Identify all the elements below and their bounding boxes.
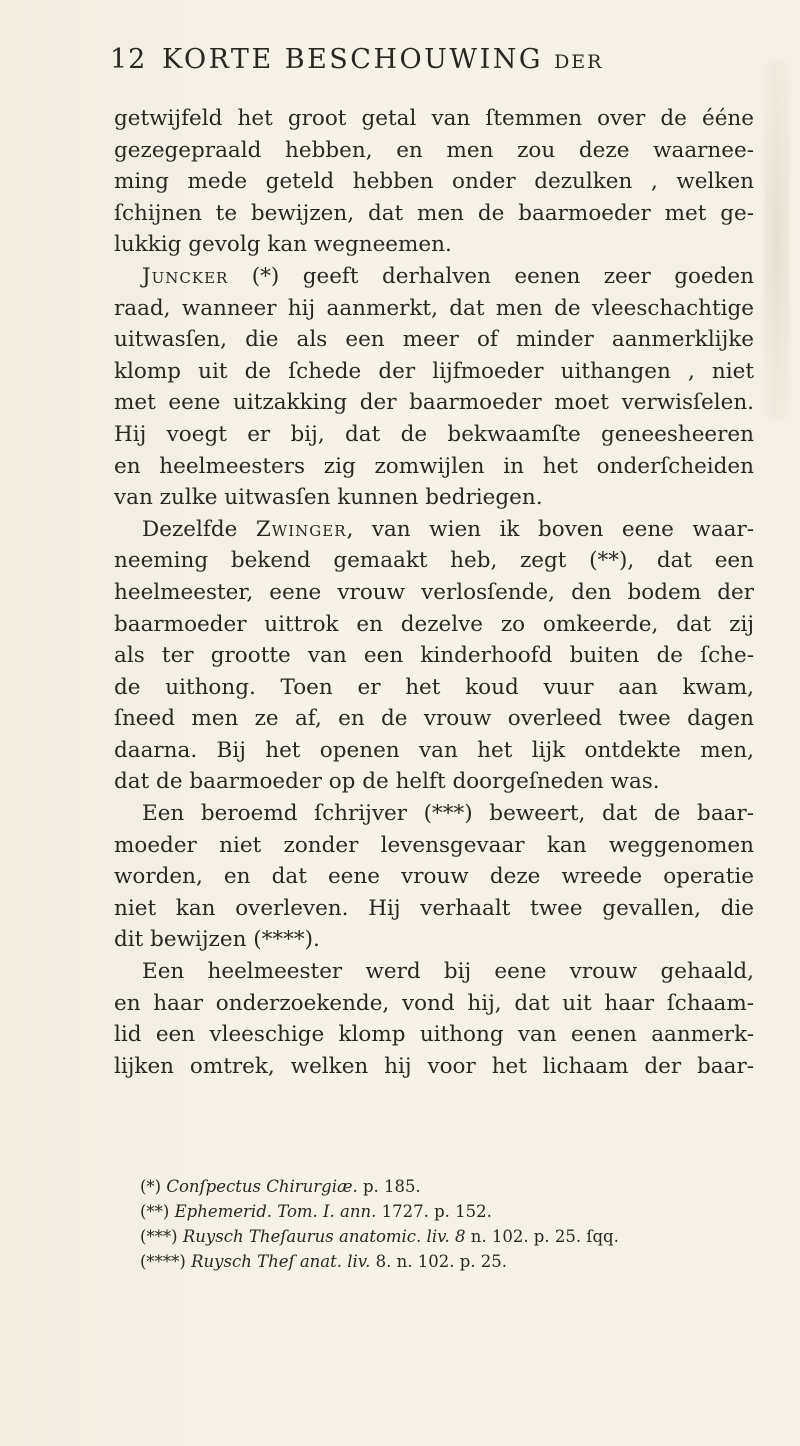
- text-line: gezegepraald hebben, en men zou deze waarnee-: [114, 137, 754, 163]
- footnote-mark: (****): [140, 1252, 186, 1271]
- text-line: en haar onderzoekende, vond hij, dat uit haar ſchaam-: [114, 990, 754, 1016]
- text-line: Hij voegt er bij, dat de bekwaamſte geneesheeren: [114, 421, 754, 447]
- text-line: dat de baarmoeder op de helft doorgeſneden was.: [114, 769, 660, 795]
- text-fragment: Dezelfde: [142, 516, 256, 542]
- footnote-ref: n. 102. p. 25. ſqq.: [470, 1227, 619, 1246]
- text-line: raad, wanneer hij aanmerkt, dat men de vleeschachtige: [114, 295, 754, 321]
- text-line: ming mede geteld hebben onder dezulken , welken: [114, 169, 754, 195]
- running-head-small: DER: [554, 51, 604, 73]
- body-text: [114, 103, 754, 1082]
- text-line: [114, 514, 754, 546]
- footnote-source: Ruysch Theſ anat. liv.: [191, 1252, 371, 1271]
- footnote: [140, 1174, 740, 1199]
- footnote-ref: 1727. p. 152.: [381, 1202, 492, 1221]
- footnote-ref: 8. n. 102. p. 25.: [375, 1252, 508, 1271]
- text-line: klomp uit de ſchede der lijfmoeder uithangen , niet: [114, 358, 754, 384]
- footnote-source: Ephemerid. Tom. I. ann.: [174, 1202, 377, 1221]
- footnote-source: Conſpectus Chirurgiæ.: [166, 1177, 358, 1196]
- page-number: 12: [110, 44, 147, 75]
- text-line: lukkig gevolg kan wegneemen.: [114, 232, 452, 258]
- text-line: getwijfeld het groot getal van ſtemmen over de ééne: [114, 106, 754, 131]
- text-line: worden, en dat eene vrouw deze wreede operatie: [114, 864, 754, 890]
- footnote-ref: (*): [251, 263, 280, 289]
- author-name-juncker: Juncker: [142, 263, 229, 289]
- text-line: als ter grootte van een kinderhoofd buiten de ſche-: [114, 643, 754, 669]
- text-line: lijken omtrek, welken hij voor het lichaam der baar-: [114, 1053, 754, 1079]
- page-stain: [764, 60, 790, 420]
- text-fragment: , van wien ik boven eene waar-: [346, 516, 754, 542]
- text-line: de uithong. Toen er het koud vuur aan kwam,: [114, 674, 754, 700]
- text-line: ſneed men ze af, en de vrouw overleed twee dagen: [114, 706, 754, 732]
- text-line: Een beroemd ſchrijver (***) beweert, dat de baar-: [142, 801, 754, 827]
- page-header: [110, 44, 750, 90]
- footnote: [140, 1224, 740, 1249]
- text-line: daarna. Bij het openen van het lijk ontdekte men,: [114, 737, 754, 763]
- text-line: en heelmeesters zig zomwijlen in het onderſcheiden: [114, 453, 754, 479]
- text-line: ſchijnen te bewijzen, dat men de baarmoeder met ge-: [114, 200, 754, 226]
- text-line: uitwasſen, die als een meer of minder aanmerklijke: [114, 327, 754, 353]
- text-line: met eene uitzakking der baarmoeder moet verwisſelen.: [114, 390, 754, 416]
- footnote-mark: (*): [140, 1177, 162, 1196]
- text-line: heelmeester, eene vrouw verlosſende, den bodem der: [114, 579, 754, 605]
- running-head: [162, 44, 604, 75]
- text-fragment: geeft derhalven eenen zeer goeden: [302, 263, 754, 289]
- footnote-ref: p. 185.: [362, 1177, 421, 1196]
- footnotes: [140, 1174, 740, 1274]
- footnote-source: Ruysch Theſaurus anatomic. liv. 8: [182, 1227, 466, 1246]
- running-head-main: KORTE BESCHOUWING: [162, 44, 555, 75]
- text-line: neeming bekend gemaakt heb, zegt (**), dat een: [114, 548, 754, 574]
- footnote-mark: (**): [140, 1202, 170, 1221]
- text-line: [114, 261, 754, 293]
- text-line: niet kan overleven. Hij verhaalt twee gevallen, die: [114, 895, 754, 921]
- text-line: lid een vleeschige klomp uithong van eenen aanmerk-: [114, 1022, 754, 1048]
- text-line: baarmoeder uittrok en dezelve zo omkeerde, dat zij: [114, 611, 754, 637]
- text-line: van zulke uitwasſen kunnen bedriegen.: [114, 485, 543, 511]
- text-line: dit bewijzen (****).: [114, 927, 320, 953]
- text-line: Een heelmeester werd bij eene vrouw gehaald,: [142, 959, 754, 985]
- text-line: moeder niet zonder levensgevaar kan weggenomen: [114, 832, 754, 858]
- footnote: [140, 1199, 740, 1224]
- author-name-zwinger: Zwinger: [255, 516, 347, 542]
- footnote-mark: (***): [140, 1227, 178, 1246]
- footnote: [140, 1249, 740, 1274]
